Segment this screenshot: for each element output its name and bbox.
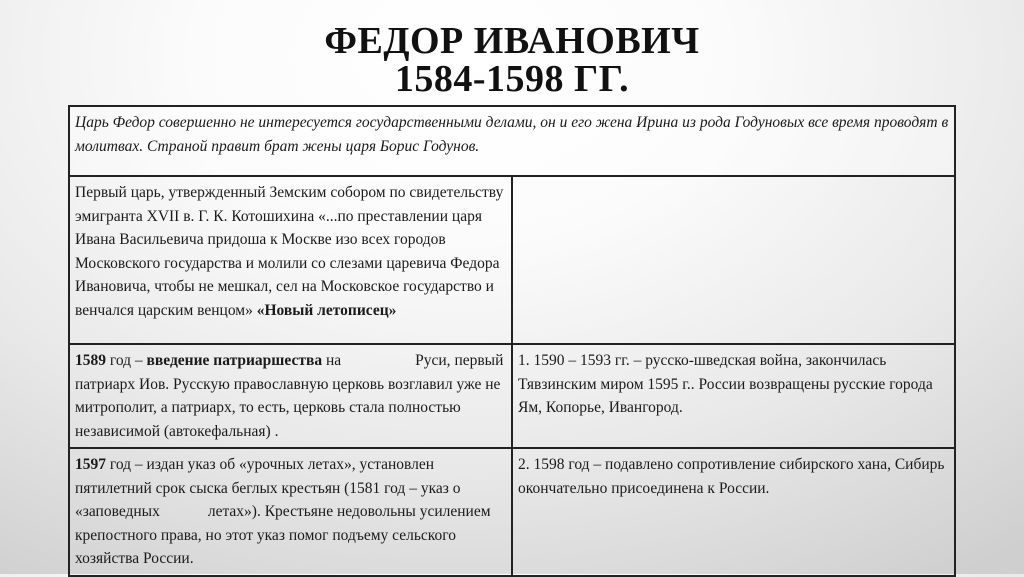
chronicle-source: «Новый летописец» [256,301,397,319]
table-row-intro [69,106,955,176]
patriarchate-event: введение патриаршества [146,352,323,369]
empty-cell [512,176,955,344]
siberia-text: 2. 1598 год – подавлено сопротивление сибирского хана, Сибирь окончательно присоединена к России. [518,456,945,497]
title-line-name: ФЕДОР ИВАНОВИЧ [324,20,700,62]
year-1597: 1597 [75,456,106,473]
info-table [68,105,956,577]
year-1589: 1589 [75,352,106,369]
slide-title [0,22,1024,98]
year-1589-suffix: год – [106,352,147,369]
table-row-decree [69,448,955,576]
decree-text-part2: летах»). Крестьяне недовольны усилением крепостного права, но этот указ помог подъему сельского хозяйства России. [75,503,491,567]
coronation-text: Первый царь, утвержденный Земским собором по свидетельству эмигранта XVII в. Г. К. Котошихина «...по преставлении царя Ивана Васильевича придоша к Москве изо всех городов Московского государства и молили со слезами царевича Федора Ивановича, чтобы не мешкал, сел на Московское государство и венчался царским венцом» [75,184,504,319]
decree-cell [69,448,512,576]
siberia-cell [512,448,955,576]
title-line-years: 1584-1598 ГГ. [394,58,630,100]
intro-text: Царь Федор совершенно не интересуется государственными делами, он и его жена Ирина из рода Годуновых все время проводят в молитвах. Страной правит брат жены царя Борис Годунов. [75,114,949,155]
patriarchate-rus: Руси, [415,352,451,369]
patriarchate-prep: на [322,352,342,369]
intro-cell [69,106,955,176]
swedish-war-cell [512,344,955,448]
table-row-patriarchate [69,344,955,448]
coronation-cell [69,176,512,344]
patriarchate-details: первый патриарх Иов. Русскую православную церковь возглавил уже не митрополит, а патриарх, то есть, церковь стала полностью независимой (автокефальная) . [75,352,504,440]
patriarchate-cell [69,344,512,448]
swedish-war-text: 1. 1590 – 1593 гг. – русско-шведская война, закончилась Тявзинским миром 1595 г.. России возвращены русские города Ям, Копорье, Ивангород. [518,352,933,416]
table-row-coronation [69,176,955,344]
decree-text-part1: год – издан указ об «урочных летах», установлен пятилетний срок сыска беглых крестьян (1581 год – указ о «заповедных [75,456,461,520]
